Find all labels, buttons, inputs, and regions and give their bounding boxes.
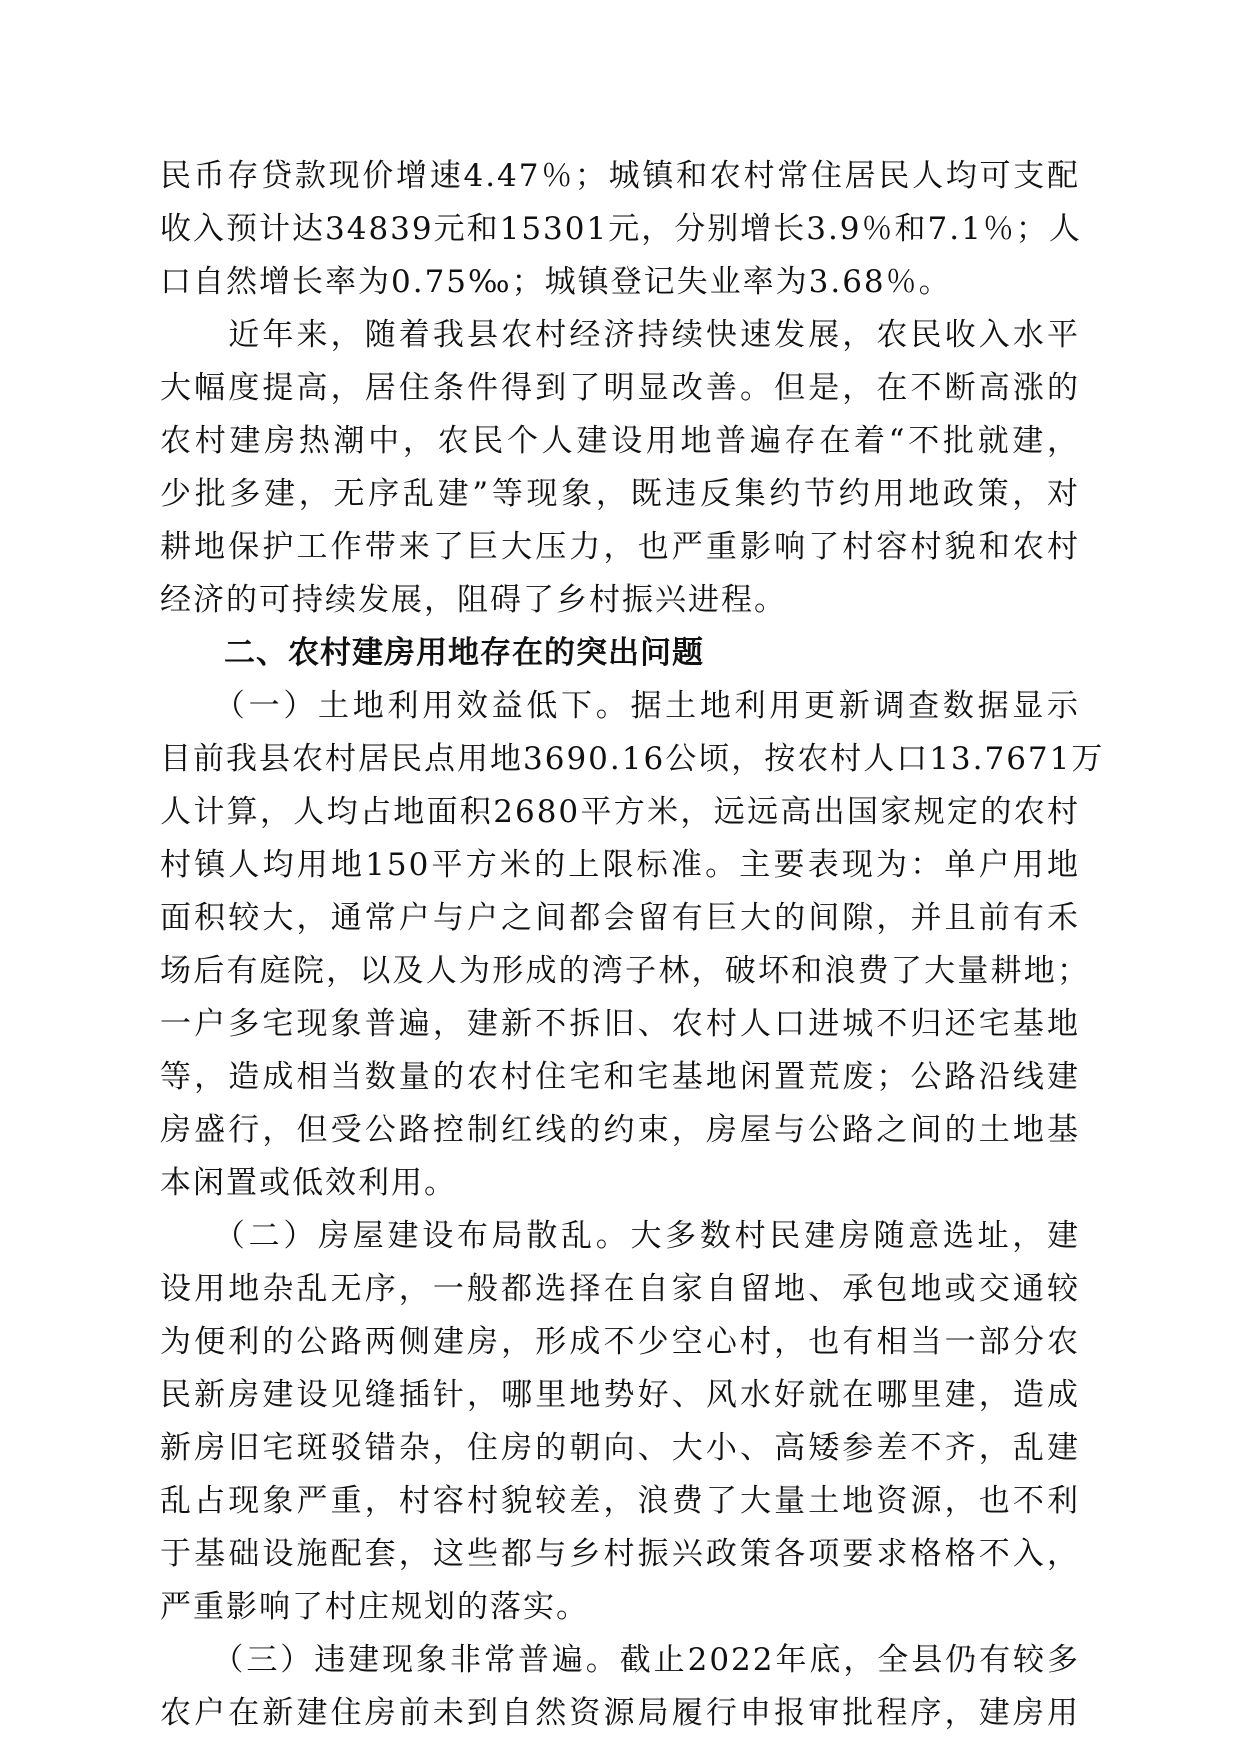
body-text-line: 耕地保护工作带来了巨大压力，也严重影响了村容村貌和农村 — [160, 529, 1080, 565]
body-text-line: 一户多宅现象普遍，建新不拆旧、农村人口进城不归还宅基地 — [160, 1006, 1080, 1042]
body-text-line: （一）土地利用效益低下。据土地利用更新调查数据显示 — [160, 688, 1080, 724]
body-text-line: 村镇人均用地150平方米的上限标准。主要表现为：单户用地 — [160, 847, 1080, 883]
body-text-line: 民新房建设见缝插针，哪里地势好、风水好就在哪里建，造成 — [160, 1377, 1080, 1413]
body-text-line: 人计算，人均占地面积2680平方米，远远高出国家规定的农村 — [160, 794, 1080, 830]
body-text-line: 等，造成相当数量的农村住宅和宅基地闲置荒废；公路沿线建 — [160, 1059, 1080, 1095]
body-text-line: 乱占现象严重，村容村貌较差，浪费了大量土地资源，也不利 — [160, 1483, 1080, 1519]
body-text-line: 为便利的公路两侧建房，形成不少空心村，也有相当一部分农 — [160, 1324, 1080, 1360]
body-text-line: （三）违建现象非常普遍。截止2022年底，全县仍有较多 — [160, 1642, 1080, 1678]
body-text-line: 房盛行，但受公路控制红线的约束，房屋与公路之间的土地基 — [160, 1112, 1080, 1148]
body-text-line: 场后有庭院，以及人为形成的湾子林，破坏和浪费了大量耕地； — [160, 953, 1090, 989]
body-text-line: 本闲置或低效利用。 — [160, 1165, 457, 1201]
body-text-line: 新房旧宅斑驳错杂，住房的朝向、大小、高矮参差不齐，乱建 — [160, 1430, 1080, 1466]
body-text-line: （二）房屋建设布局散乱。大多数村民建房随意选址，建 — [160, 1218, 1080, 1254]
body-text-line: 少批多建，无序乱建”等现象，既违反集约节约用地政策，对 — [160, 476, 1080, 512]
body-text-line: 农村建房热潮中，农民个人建设用地普遍存在着“不批就建， — [160, 423, 1080, 459]
body-text-line: 口自然增长率为0.75‰；城镇登记失业率为3.68％。 — [160, 264, 952, 300]
body-text-line: 收入预计达34839元和15301元，分别增长3.9％和7.1％；人 — [160, 211, 1082, 247]
body-text-line: 大幅度提高，居住条件得到了明显改善。但是，在不断高涨的 — [160, 370, 1080, 406]
body-text-line: 近年来，随着我县农村经济持续快速发展，农民收入水平 — [160, 317, 1080, 353]
body-text-line: 民币存贷款现价增速4.47％；城镇和农村常住居民人均可支配 — [160, 158, 1080, 194]
body-text-line: 面积较大，通常户与户之间都会留有巨大的间隙，并且前有禾 — [160, 900, 1080, 936]
body-text-line: 严重影响了村庄规划的落实。 — [160, 1589, 589, 1625]
body-text-line: 设用地杂乱无序，一般都选择在自家自留地、承包地或交通较 — [160, 1271, 1080, 1307]
body-text-line: 经济的可持续发展，阻碍了乡村振兴进程。 — [160, 582, 787, 618]
body-text-line: 于基础设施配套，这些都与乡村振兴政策各项要求格格不入， — [160, 1536, 1080, 1572]
section-heading: 二、农村建房用地存在的突出问题 — [160, 635, 704, 671]
body-text-line: 农户在新建住房前未到自然资源局履行申报审批程序，建房用 — [160, 1695, 1080, 1731]
body-text-line: 目前我县农村居民点用地3690.16公顷，按农村人口13.7671万 — [160, 741, 1105, 777]
